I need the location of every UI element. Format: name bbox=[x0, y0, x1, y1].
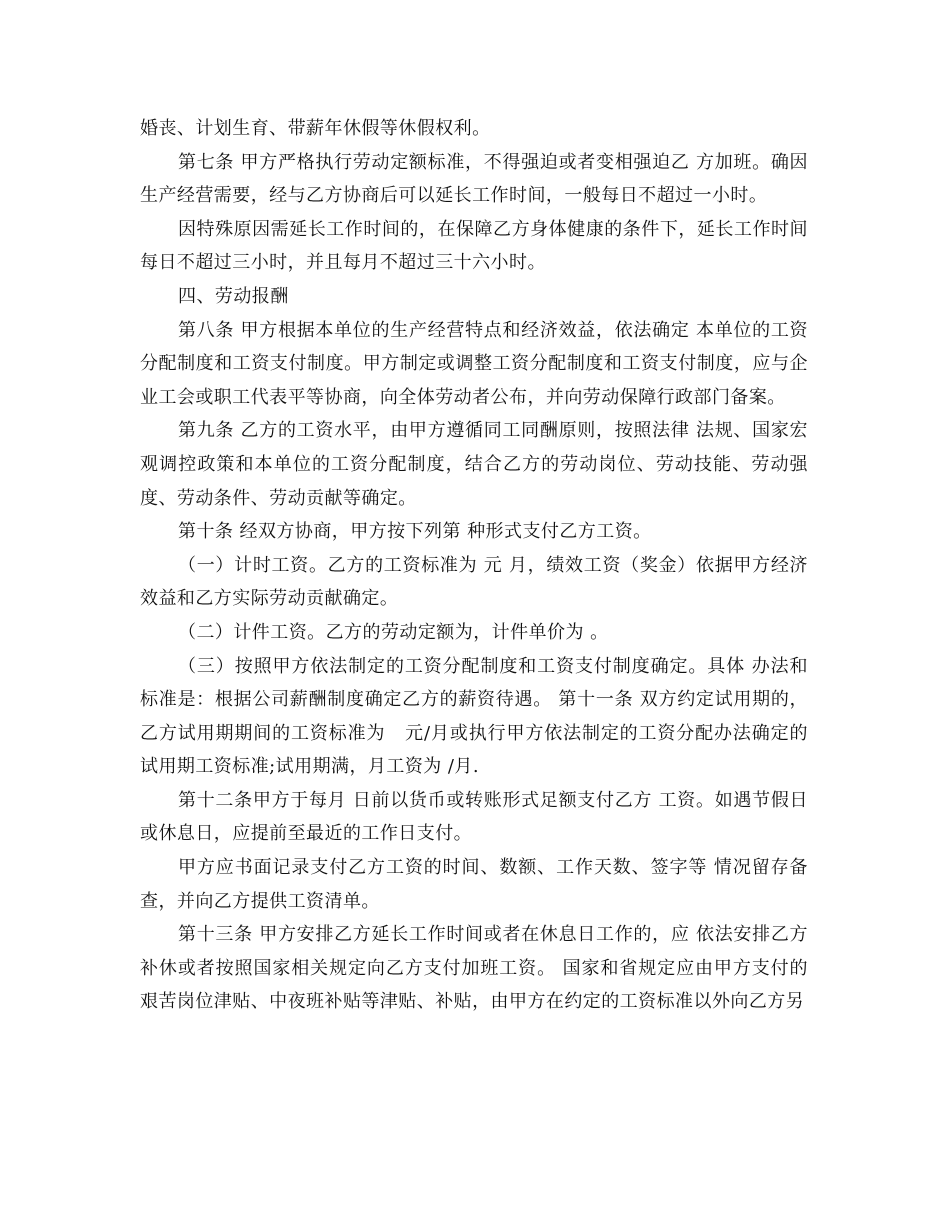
paragraph-overtime-limit: 因特殊原因需延长工作时间的，在保障乙方身体健康的条件下，延长工作时间每日不超过三小时，并且每月不超过三十六小时。 bbox=[140, 218, 808, 274]
paragraph-wage-records: 甲方应书面记录支付乙方工资的时间、数额、工作天数、签字等 情况留存备查，并向乙方提供工资清单。 bbox=[140, 857, 808, 912]
paragraph-article-8: 第八条 甲方根据本单位的生产经营特点和经济效益，依法确定 本单位的工资分配制度和工资支付制度。甲方制定或调整工资分配制度和工资支付制度，应与企业工会或职工代表平等协商，向全体劳动者公布，并向劳动保障行政部门备案。 bbox=[140, 319, 808, 408]
paragraph-time-wage: （一）计时工资。乙方的工资标准为 元 月，绩效工资（奖金）依据甲方经济效益和乙方实际劳动贡献确定。 bbox=[140, 554, 808, 610]
paragraph-piece-wage: （二）计件工资。乙方的劳动定额为，计件单价为 。 bbox=[178, 621, 609, 643]
paragraph-article-12: 第十二条甲方于每月 日前以货币或转账形式足额支付乙方 工资。如遇节假日或休息日，应提前至最近的工作日支付。 bbox=[140, 789, 808, 845]
paragraph-article-13: 第十三条 甲方安排乙方延长工作时间或者在休息日工作的，应 依法安排乙方补休或者按照国家相关规定向乙方支付加班工资。 国家和省规定应由甲方支付的艰苦岗位津贴、中夜班补贴等津贴、补贴，由甲方在约定的工资标准以外向乙方另 bbox=[140, 924, 808, 1013]
section-heading-labor-remuneration: 四、劳动报酬 bbox=[178, 285, 289, 307]
document-body bbox=[140, 112, 808, 1019]
paragraph-article-7: 第七条 甲方严格执行劳动定额标准，不得强迫或者变相强迫乙 方加班。确因生产经营需要，经与乙方协商后可以延长工作时间，一般每日不超过一小时。 bbox=[140, 151, 808, 207]
paragraph-wage-system-and-article-11: （三）按照甲方依法制定的工资分配制度和工资支付制度确定。具体 办法和标准是：根据公司薪酬制度确定乙方的薪资待遇。 第十一条 双方约定试用期的，乙方试用期期间的工资标准为 元/月或执行甲方依法制定的工资分配办法确定的试用期工资标准;试用期满，月工资为 /月. bbox=[140, 655, 808, 778]
paragraph-article-9: 第九条 乙方的工资水平，由甲方遵循同工同酬原则，按照法律 法规、国家宏观调控政策和本单位的工资分配制度，结合乙方的劳动岗位、劳动技能、劳动强度、劳动条件、劳动贡献等确定。 bbox=[140, 420, 808, 509]
paragraph-leave-rights-continued: 婚丧、计划生育、带薪年休假等休假权利。 bbox=[140, 118, 491, 139]
paragraph-article-10: 第十条 经双方协商，甲方按下列第 种形式支付乙方工资。 bbox=[178, 521, 652, 543]
